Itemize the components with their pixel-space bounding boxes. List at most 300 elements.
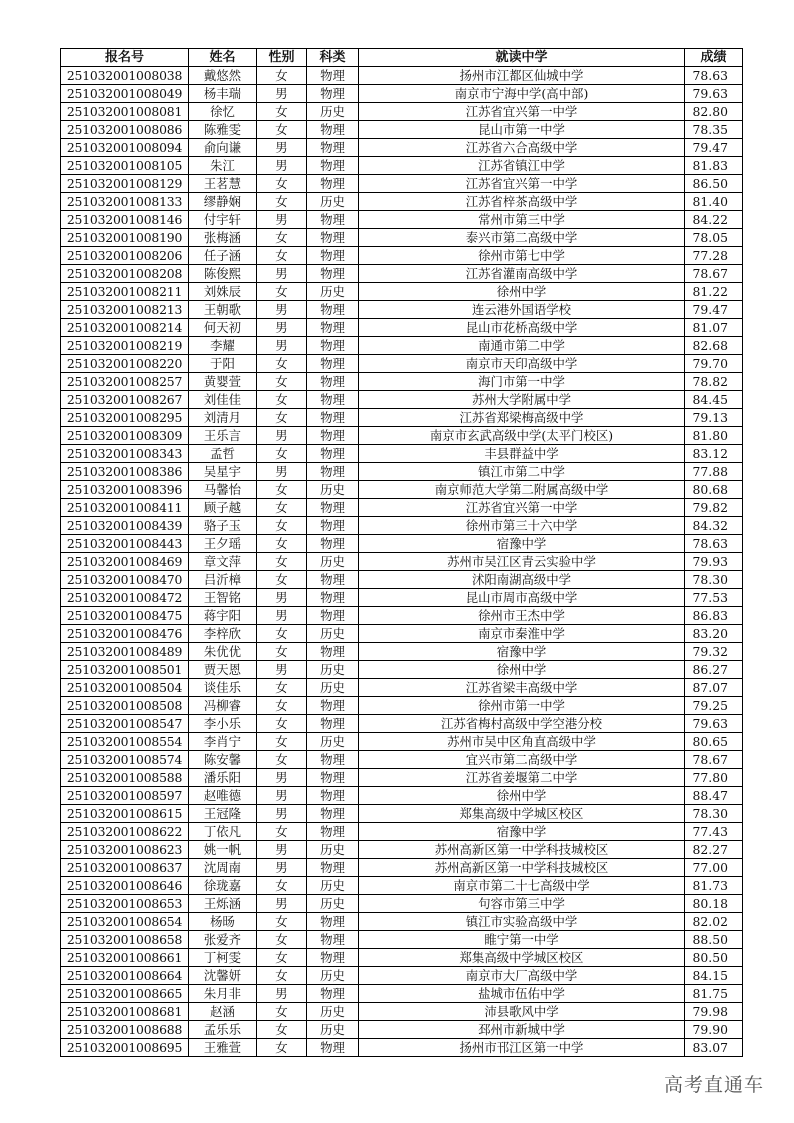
- school-cell: 沛县歌风中学: [359, 1003, 685, 1021]
- subject-cell: 物理: [307, 985, 359, 1003]
- gender-cell: 男: [257, 895, 307, 913]
- score-cell: 87.07: [685, 679, 743, 697]
- header-subject: 科类: [307, 49, 359, 67]
- registration-number-cell: 251032001008214: [61, 319, 189, 337]
- registration-number-cell: 251032001008470: [61, 571, 189, 589]
- subject-cell: 物理: [307, 391, 359, 409]
- subject-cell: 物理: [307, 355, 359, 373]
- registration-number-cell: 251032001008658: [61, 931, 189, 949]
- student-name-cell: 俞向谦: [189, 139, 257, 157]
- score-cell: 77.80: [685, 769, 743, 787]
- subject-cell: 物理: [307, 931, 359, 949]
- gender-cell: 女: [257, 283, 307, 301]
- registration-number-cell: 251032001008622: [61, 823, 189, 841]
- registration-number-cell: 251032001008476: [61, 625, 189, 643]
- subject-cell: 历史: [307, 679, 359, 697]
- student-name-cell: 陈雅雯: [189, 121, 257, 139]
- subject-cell: 物理: [307, 643, 359, 661]
- school-cell: 南京师范大学第二附属高级中学: [359, 481, 685, 499]
- score-cell: 79.93: [685, 553, 743, 571]
- table-row: [61, 391, 743, 409]
- school-cell: 南京市玄武高级中学(太平门校区): [359, 427, 685, 445]
- subject-cell: 历史: [307, 553, 359, 571]
- table-row: [61, 85, 743, 103]
- registration-number-cell: 251032001008213: [61, 301, 189, 319]
- score-cell: 78.05: [685, 229, 743, 247]
- registration-number-cell: 251032001008081: [61, 103, 189, 121]
- student-name-cell: 马馨怡: [189, 481, 257, 499]
- registration-number-cell: 251032001008574: [61, 751, 189, 769]
- table-row: [61, 1039, 743, 1057]
- student-name-cell: 杨旸: [189, 913, 257, 931]
- student-name-cell: 王夕瑶: [189, 535, 257, 553]
- subject-cell: 物理: [307, 319, 359, 337]
- table-row: [61, 985, 743, 1003]
- school-cell: 泰兴市第二高级中学: [359, 229, 685, 247]
- subject-cell: 物理: [307, 535, 359, 553]
- registration-number-cell: 251032001008343: [61, 445, 189, 463]
- score-cell: 77.43: [685, 823, 743, 841]
- subject-cell: 物理: [307, 1039, 359, 1057]
- school-cell: 苏州大学附属中学: [359, 391, 685, 409]
- school-cell: 昆山市周市高级中学: [359, 589, 685, 607]
- student-name-cell: 丁依凡: [189, 823, 257, 841]
- table-row: [61, 1003, 743, 1021]
- score-cell: 78.67: [685, 751, 743, 769]
- table-row: [61, 175, 743, 193]
- student-name-cell: 李梓欣: [189, 625, 257, 643]
- score-cell: 77.53: [685, 589, 743, 607]
- score-cell: 81.22: [685, 283, 743, 301]
- registration-number-cell: 251032001008219: [61, 337, 189, 355]
- gender-cell: 女: [257, 121, 307, 139]
- student-name-cell: 顾子越: [189, 499, 257, 517]
- score-cell: 79.25: [685, 697, 743, 715]
- student-name-cell: 陈俊熙: [189, 265, 257, 283]
- subject-cell: 物理: [307, 157, 359, 175]
- school-cell: 扬州市江都区仙城中学: [359, 67, 685, 85]
- score-cell: 78.63: [685, 67, 743, 85]
- subject-cell: 物理: [307, 67, 359, 85]
- registration-number-cell: 251032001008664: [61, 967, 189, 985]
- subject-cell: 物理: [307, 247, 359, 265]
- student-name-cell: 骆子玉: [189, 517, 257, 535]
- gender-cell: 男: [257, 787, 307, 805]
- student-name-cell: 章文萍: [189, 553, 257, 571]
- subject-cell: 物理: [307, 751, 359, 769]
- subject-cell: 物理: [307, 337, 359, 355]
- registration-number-cell: 251032001008695: [61, 1039, 189, 1057]
- gender-cell: 女: [257, 67, 307, 85]
- student-name-cell: 刘姝辰: [189, 283, 257, 301]
- school-cell: 江苏省宜兴第一中学: [359, 103, 685, 121]
- gender-cell: 女: [257, 1039, 307, 1057]
- subject-cell: 物理: [307, 175, 359, 193]
- score-cell: 86.83: [685, 607, 743, 625]
- subject-cell: 物理: [307, 571, 359, 589]
- gender-cell: 女: [257, 877, 307, 895]
- student-name-cell: 王茗慧: [189, 175, 257, 193]
- registration-number-cell: 251032001008206: [61, 247, 189, 265]
- registration-number-cell: 251032001008411: [61, 499, 189, 517]
- student-name-cell: 王烁涵: [189, 895, 257, 913]
- student-name-cell: 孟哲: [189, 445, 257, 463]
- registration-number-cell: 251032001008615: [61, 805, 189, 823]
- subject-cell: 物理: [307, 121, 359, 139]
- student-name-cell: 赵唯德: [189, 787, 257, 805]
- gender-cell: 女: [257, 409, 307, 427]
- school-cell: 江苏省梅村高级中学空港分校: [359, 715, 685, 733]
- student-name-cell: 戴悠然: [189, 67, 257, 85]
- score-cell: 79.63: [685, 85, 743, 103]
- school-cell: 扬州市邗江区第一中学: [359, 1039, 685, 1057]
- table-row: [61, 319, 743, 337]
- table-row: [61, 427, 743, 445]
- student-name-cell: 朱优优: [189, 643, 257, 661]
- table-row: [61, 211, 743, 229]
- score-cell: 86.27: [685, 661, 743, 679]
- gender-cell: 女: [257, 967, 307, 985]
- registration-number-cell: 251032001008661: [61, 949, 189, 967]
- table-row: [61, 733, 743, 751]
- school-cell: 丰县群益中学: [359, 445, 685, 463]
- registration-number-cell: 251032001008220: [61, 355, 189, 373]
- score-cell: 82.80: [685, 103, 743, 121]
- registration-number-cell: 251032001008681: [61, 1003, 189, 1021]
- gender-cell: 男: [257, 157, 307, 175]
- gender-cell: 女: [257, 625, 307, 643]
- registration-number-cell: 251032001008386: [61, 463, 189, 481]
- score-cell: 79.32: [685, 643, 743, 661]
- table-row: [61, 553, 743, 571]
- table-row: [61, 67, 743, 85]
- subject-cell: 历史: [307, 841, 359, 859]
- registration-number-cell: 251032001008597: [61, 787, 189, 805]
- table-row: [61, 715, 743, 733]
- table-row: [61, 625, 743, 643]
- gender-cell: 女: [257, 679, 307, 697]
- student-name-cell: 吕沂樟: [189, 571, 257, 589]
- gender-cell: 女: [257, 193, 307, 211]
- school-cell: 苏州市吴江区青云实验中学: [359, 553, 685, 571]
- table-row: [61, 121, 743, 139]
- subject-cell: 物理: [307, 373, 359, 391]
- score-cell: 79.63: [685, 715, 743, 733]
- registration-number-cell: 251032001008295: [61, 409, 189, 427]
- school-cell: 宜兴市第二高级中学: [359, 751, 685, 769]
- header-school: 就读中学: [359, 49, 685, 67]
- gender-cell: 男: [257, 427, 307, 445]
- school-cell: 徐州市第三十六中学: [359, 517, 685, 535]
- school-cell: 南京市秦淮中学: [359, 625, 685, 643]
- gender-cell: 女: [257, 103, 307, 121]
- table-row: [61, 409, 743, 427]
- gender-cell: 男: [257, 661, 307, 679]
- registration-number-cell: 251032001008146: [61, 211, 189, 229]
- gender-cell: 男: [257, 211, 307, 229]
- student-name-cell: 刘清月: [189, 409, 257, 427]
- registration-number-cell: 251032001008489: [61, 643, 189, 661]
- table-body: [61, 67, 743, 1057]
- registration-number-cell: 251032001008208: [61, 265, 189, 283]
- student-name-cell: 赵涵: [189, 1003, 257, 1021]
- subject-cell: 物理: [307, 85, 359, 103]
- score-cell: 83.07: [685, 1039, 743, 1057]
- student-name-cell: 谈佳乐: [189, 679, 257, 697]
- registration-number-cell: 251032001008086: [61, 121, 189, 139]
- school-cell: 睢宁第一中学: [359, 931, 685, 949]
- gender-cell: 女: [257, 931, 307, 949]
- score-cell: 78.82: [685, 373, 743, 391]
- table-row: [61, 499, 743, 517]
- subject-cell: 历史: [307, 1021, 359, 1039]
- school-cell: 常州市第三中学: [359, 211, 685, 229]
- gender-cell: 女: [257, 229, 307, 247]
- subject-cell: 物理: [307, 211, 359, 229]
- registration-number-cell: 251032001008547: [61, 715, 189, 733]
- school-cell: 郑集高级中学城区校区: [359, 805, 685, 823]
- table-row: [61, 895, 743, 913]
- table-row: [61, 589, 743, 607]
- table-row: [61, 1021, 743, 1039]
- student-name-cell: 张爱齐: [189, 931, 257, 949]
- subject-cell: 物理: [307, 859, 359, 877]
- table-row: [61, 949, 743, 967]
- table-row: [61, 913, 743, 931]
- school-cell: 连云港外国语学校: [359, 301, 685, 319]
- student-name-cell: 缪静娴: [189, 193, 257, 211]
- school-cell: 盐城市伍佑中学: [359, 985, 685, 1003]
- student-name-cell: 张梅涵: [189, 229, 257, 247]
- school-cell: 镇江市实验高级中学: [359, 913, 685, 931]
- table-row: [61, 967, 743, 985]
- school-cell: 苏州市吴中区角直高级中学: [359, 733, 685, 751]
- table-row: [61, 265, 743, 283]
- school-cell: 江苏省六合高级中学: [359, 139, 685, 157]
- registration-number-cell: 251032001008501: [61, 661, 189, 679]
- school-cell: 江苏省梁丰高级中学: [359, 679, 685, 697]
- registration-number-cell: 251032001008475: [61, 607, 189, 625]
- student-name-cell: 潘乐阳: [189, 769, 257, 787]
- school-cell: 句容市第三中学: [359, 895, 685, 913]
- gender-cell: 女: [257, 247, 307, 265]
- student-name-cell: 杨丰瑞: [189, 85, 257, 103]
- school-cell: 南京市天印高级中学: [359, 355, 685, 373]
- subject-cell: 物理: [307, 445, 359, 463]
- student-name-cell: 沈周南: [189, 859, 257, 877]
- gender-cell: 男: [257, 985, 307, 1003]
- table-row: [61, 877, 743, 895]
- subject-cell: 历史: [307, 103, 359, 121]
- student-name-cell: 冯柳睿: [189, 697, 257, 715]
- registration-number-cell: 251032001008623: [61, 841, 189, 859]
- school-cell: 江苏省灌南高级中学: [359, 265, 685, 283]
- score-cell: 82.02: [685, 913, 743, 931]
- subject-cell: 物理: [307, 823, 359, 841]
- table-row: [61, 643, 743, 661]
- subject-cell: 历史: [307, 967, 359, 985]
- student-name-cell: 李耀: [189, 337, 257, 355]
- student-name-cell: 吴星宇: [189, 463, 257, 481]
- school-cell: 宿豫中学: [359, 535, 685, 553]
- school-cell: 江苏省镇江中学: [359, 157, 685, 175]
- table-row: [61, 337, 743, 355]
- student-name-cell: 姚一帆: [189, 841, 257, 859]
- gender-cell: 男: [257, 805, 307, 823]
- student-name-cell: 丁柯雯: [189, 949, 257, 967]
- gender-cell: 女: [257, 373, 307, 391]
- student-name-cell: 沈馨妍: [189, 967, 257, 985]
- subject-cell: 物理: [307, 805, 359, 823]
- student-name-cell: 任子涵: [189, 247, 257, 265]
- school-cell: 苏州高新区第一中学科技城校区: [359, 859, 685, 877]
- school-cell: 昆山市第一中学: [359, 121, 685, 139]
- subject-cell: 历史: [307, 193, 359, 211]
- score-cell: 82.68: [685, 337, 743, 355]
- table-row: [61, 103, 743, 121]
- school-cell: 苏州高新区第一中学科技城校区: [359, 841, 685, 859]
- score-cell: 82.27: [685, 841, 743, 859]
- table-row: [61, 697, 743, 715]
- score-cell: 78.30: [685, 805, 743, 823]
- table-row: [61, 445, 743, 463]
- score-cell: 84.15: [685, 967, 743, 985]
- subject-cell: 物理: [307, 463, 359, 481]
- table-row: [61, 787, 743, 805]
- student-name-cell: 李小乐: [189, 715, 257, 733]
- gender-cell: 男: [257, 301, 307, 319]
- table-row: [61, 283, 743, 301]
- registration-number-cell: 251032001008257: [61, 373, 189, 391]
- gender-cell: 女: [257, 517, 307, 535]
- registration-number-cell: 251032001008190: [61, 229, 189, 247]
- score-cell: 80.50: [685, 949, 743, 967]
- gender-cell: 男: [257, 589, 307, 607]
- gender-cell: 女: [257, 715, 307, 733]
- subject-cell: 物理: [307, 427, 359, 445]
- subject-cell: 历史: [307, 1003, 359, 1021]
- student-name-cell: 刘佳佳: [189, 391, 257, 409]
- score-cell: 78.67: [685, 265, 743, 283]
- score-cell: 79.98: [685, 1003, 743, 1021]
- table-row: [61, 841, 743, 859]
- score-cell: 84.32: [685, 517, 743, 535]
- table-row: [61, 805, 743, 823]
- school-cell: 徐州市第一中学: [359, 697, 685, 715]
- gender-cell: 女: [257, 445, 307, 463]
- registration-number-cell: 251032001008665: [61, 985, 189, 1003]
- subject-cell: 物理: [307, 589, 359, 607]
- table-row: [61, 679, 743, 697]
- score-cell: 83.12: [685, 445, 743, 463]
- subject-cell: 物理: [307, 769, 359, 787]
- score-cell: 79.47: [685, 139, 743, 157]
- score-cell: 80.18: [685, 895, 743, 913]
- registration-number-cell: 251032001008443: [61, 535, 189, 553]
- school-cell: 南通市第二中学: [359, 337, 685, 355]
- table-row: [61, 373, 743, 391]
- student-name-cell: 陈安馨: [189, 751, 257, 769]
- gender-cell: 女: [257, 175, 307, 193]
- gender-cell: 女: [257, 1021, 307, 1039]
- school-cell: 江苏省梓茶高级中学: [359, 193, 685, 211]
- score-cell: 81.80: [685, 427, 743, 445]
- subject-cell: 物理: [307, 697, 359, 715]
- table-row: [61, 661, 743, 679]
- table-row: [61, 481, 743, 499]
- school-cell: 徐州中学: [359, 787, 685, 805]
- subject-cell: 物理: [307, 409, 359, 427]
- table-row: [61, 463, 743, 481]
- registration-number-cell: 251032001008267: [61, 391, 189, 409]
- registration-number-cell: 251032001008133: [61, 193, 189, 211]
- subject-cell: 物理: [307, 913, 359, 931]
- student-name-cell: 朱江: [189, 157, 257, 175]
- score-cell: 78.30: [685, 571, 743, 589]
- gender-cell: 女: [257, 913, 307, 931]
- gender-cell: 女: [257, 1003, 307, 1021]
- table-row: [61, 355, 743, 373]
- score-cell: 81.73: [685, 877, 743, 895]
- registration-number-cell: 251032001008654: [61, 913, 189, 931]
- school-cell: 邳州市新城中学: [359, 1021, 685, 1039]
- gender-cell: 女: [257, 751, 307, 769]
- subject-cell: 历史: [307, 733, 359, 751]
- score-cell: 78.63: [685, 535, 743, 553]
- school-cell: 沭阳南湖高级中学: [359, 571, 685, 589]
- registration-number-cell: 251032001008038: [61, 67, 189, 85]
- table-row: [61, 517, 743, 535]
- student-name-cell: 王冠隆: [189, 805, 257, 823]
- student-name-cell: 徐珑嘉: [189, 877, 257, 895]
- subject-cell: 历史: [307, 625, 359, 643]
- student-name-cell: 王乐言: [189, 427, 257, 445]
- school-cell: 南京市宁海中学(高中部): [359, 85, 685, 103]
- gender-cell: 男: [257, 463, 307, 481]
- school-cell: 徐州中学: [359, 661, 685, 679]
- school-cell: 徐州市王杰中学: [359, 607, 685, 625]
- score-cell: 79.47: [685, 301, 743, 319]
- student-name-cell: 王智铭: [189, 589, 257, 607]
- registration-number-cell: 251032001008049: [61, 85, 189, 103]
- school-cell: 郑集高级中学城区校区: [359, 949, 685, 967]
- registration-number-cell: 251032001008094: [61, 139, 189, 157]
- header-registration-number: 报名号: [61, 49, 189, 67]
- table-row: [61, 301, 743, 319]
- subject-cell: 物理: [307, 139, 359, 157]
- school-cell: 徐州市第七中学: [359, 247, 685, 265]
- gender-cell: 男: [257, 85, 307, 103]
- score-cell: 84.45: [685, 391, 743, 409]
- table-row: [61, 607, 743, 625]
- student-name-cell: 蒋宇阳: [189, 607, 257, 625]
- table-row: [61, 535, 743, 553]
- gender-cell: 女: [257, 697, 307, 715]
- gender-cell: 女: [257, 481, 307, 499]
- table-row: [61, 229, 743, 247]
- registration-number-cell: 251032001008646: [61, 877, 189, 895]
- table-row: [61, 139, 743, 157]
- student-name-cell: 孟乐乐: [189, 1021, 257, 1039]
- student-name-cell: 何天初: [189, 319, 257, 337]
- score-cell: 81.07: [685, 319, 743, 337]
- school-cell: 镇江市第二中学: [359, 463, 685, 481]
- gender-cell: 女: [257, 391, 307, 409]
- subject-cell: 历史: [307, 283, 359, 301]
- gender-cell: 女: [257, 571, 307, 589]
- score-cell: 81.40: [685, 193, 743, 211]
- score-cell: 77.88: [685, 463, 743, 481]
